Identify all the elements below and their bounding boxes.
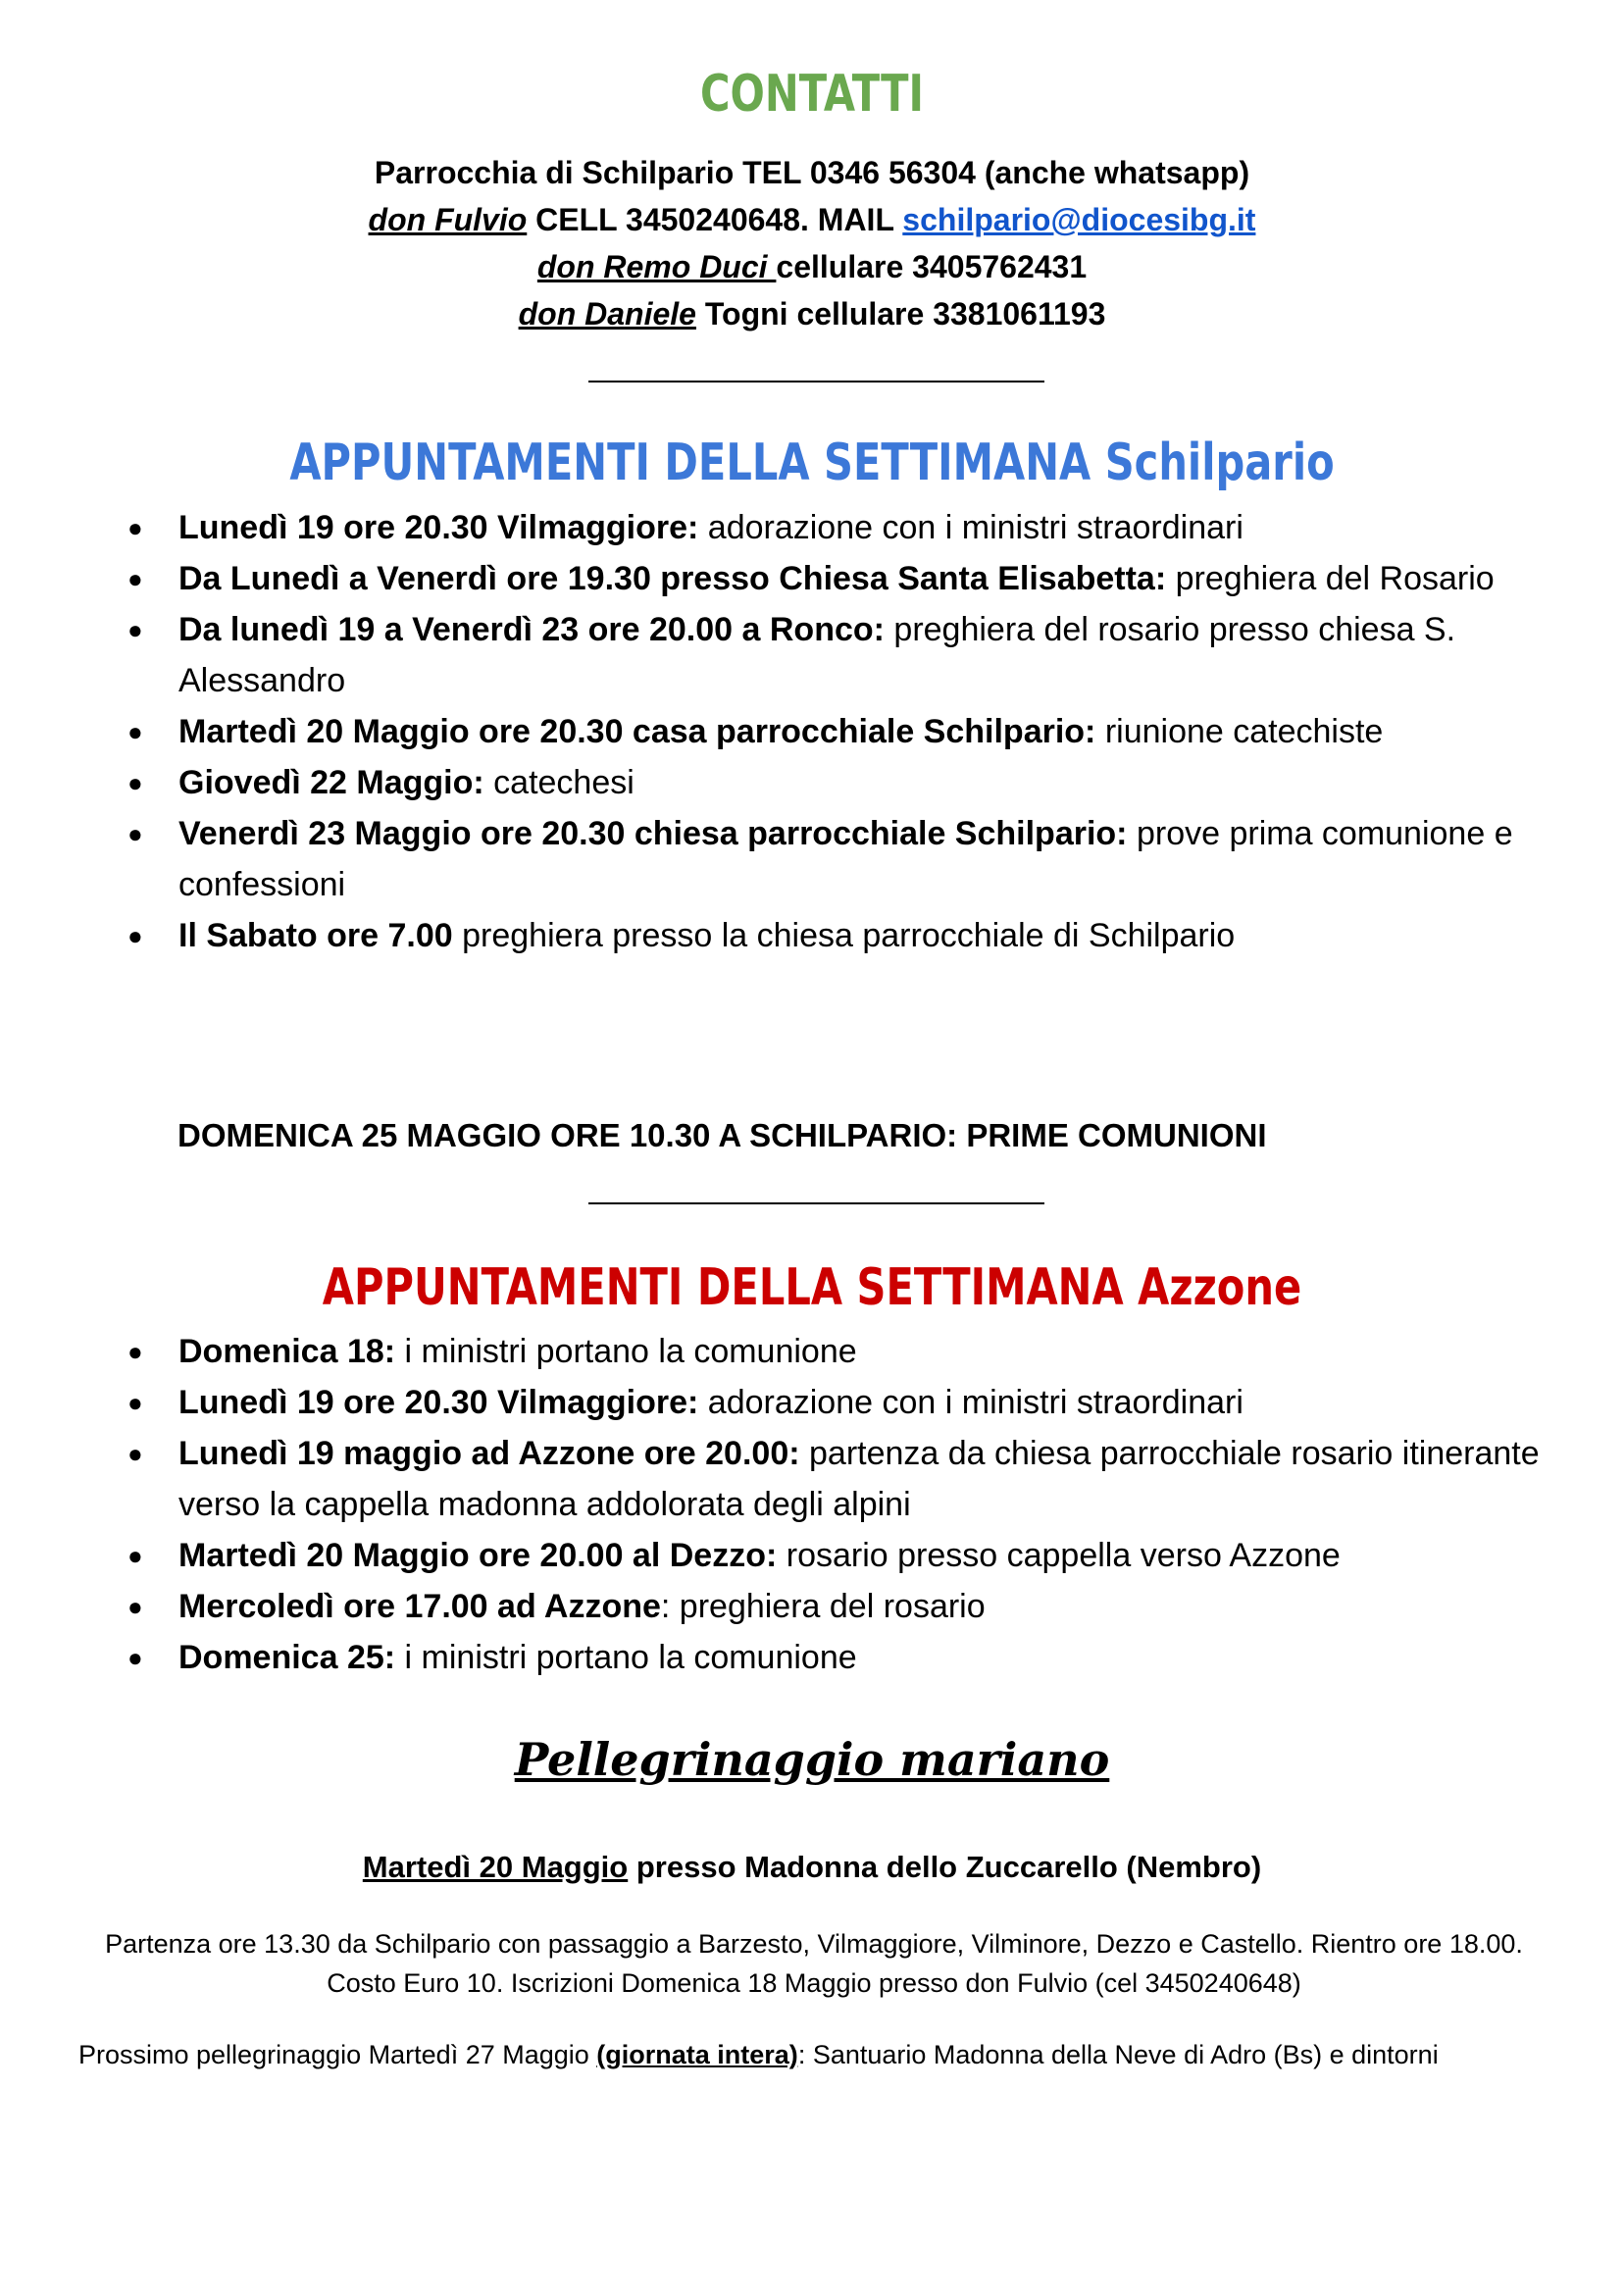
- bullet-icon: ●: [127, 1643, 143, 1672]
- item-heading: Il Sabato ore 7.00: [178, 917, 453, 954]
- item-text: rosario presso cappella verso Azzone: [777, 1537, 1341, 1574]
- bullet-icon: ●: [127, 768, 143, 797]
- bullet-icon: ●: [127, 513, 143, 542]
- bullet-icon: ●: [127, 615, 143, 644]
- next-pilgrimage-suffix: : Santuario Madonna della Neve di Adro (Bs) e dintorni: [797, 2040, 1439, 2069]
- don-fulvio-phone: CELL 3450240648. MAIL: [527, 202, 903, 237]
- list-item: [126, 1632, 1557, 1683]
- schilpario-list: [126, 502, 1557, 961]
- schilpario-title: APPUNTAMENTI DELLA SETTIMANA Schilpario: [289, 433, 1335, 492]
- don-fulvio-name: don Fulvio: [368, 202, 528, 237]
- item-text: prove prima comunione e confessioni: [178, 815, 1513, 903]
- bullet-icon: ●: [127, 1337, 143, 1366]
- list-item: [126, 808, 1557, 910]
- item-text: catechesi: [483, 764, 634, 801]
- azzone-title: APPUNTAMENTI DELLA SETTIMANA Azzone: [322, 1258, 1302, 1317]
- contacts-title: CONTATTI: [699, 65, 924, 124]
- list-item: [126, 604, 1557, 706]
- list-item: [126, 1428, 1557, 1530]
- item-heading: Da Lunedì a Venerdì ore 19.30 presso Chiesa Santa Elisabetta:: [178, 560, 1167, 597]
- don-daniele-name: don Daniele: [518, 296, 696, 331]
- don-remo-phone: cellulare 3405762431: [776, 249, 1088, 284]
- bullet-icon: ●: [127, 921, 143, 950]
- pilgrimage-place: presso Madonna dello Zuccarello (Nembro): [628, 1850, 1262, 1884]
- item-text: i ministri portano la comunione: [395, 1639, 857, 1676]
- item-text: partenza da chiesa parrocchiale rosario itinerante verso la cappella madonna addolorata degli alpini: [178, 1435, 1540, 1523]
- item-heading: Domenica 18:: [178, 1333, 396, 1370]
- don-daniele-phone: Togni cellulare 3381061193: [695, 296, 1106, 331]
- first-communion-announcement: DOMENICA 25 MAGGIO ORE 10.30 A SCHILPARIO: PRIME COMUNIONI: [178, 1117, 1267, 1153]
- pilgrimage-date: Martedì 20 Maggio: [362, 1850, 629, 1884]
- item-heading: Mercoledì ore 17.00 ad Azzone: [178, 1588, 661, 1625]
- bullet-icon: ●: [127, 1439, 143, 1468]
- item-heading: Da lunedì 19 a Venerdì 23 ore 20.00 a Ronco:: [178, 611, 885, 648]
- email-link[interactable]: schilpario@diocesibg.it: [902, 202, 1256, 237]
- item-text: preghiera del Rosario: [1166, 560, 1495, 597]
- divider-line: [588, 1202, 1044, 1204]
- bullet-icon: ●: [127, 564, 143, 593]
- pilgrimage-date-line: [0, 1848, 1624, 1887]
- bullet-icon: ●: [127, 1388, 143, 1417]
- don-remo-line: [0, 243, 1624, 290]
- item-heading: Venerdì 23 Maggio ore 20.30 chiesa parrocchiale Schilpario:: [178, 815, 1128, 852]
- bullet-icon: ●: [127, 1541, 143, 1570]
- divider-line: [588, 381, 1044, 382]
- bullet-icon: ●: [127, 819, 143, 848]
- next-pilgrimage: [78, 2035, 1549, 2074]
- list-item: [126, 910, 1557, 961]
- item-heading: Lunedì 19 ore 20.30 Vilmaggiore:: [178, 1384, 699, 1421]
- contacts-block: [0, 149, 1624, 337]
- pilgrimage-title: Pellegrinaggio mariano: [514, 1733, 1110, 1786]
- list-item: [126, 553, 1557, 604]
- don-remo-name: don Remo Duci: [536, 249, 777, 284]
- pilgrimage-details: Partenza ore 13.30 da Schilpario con passaggio a Barzesto, Vilmaggiore, Vilminore, Dezzo e Castello. Rientro ore 18.00. Costo Euro 10. Iscrizioni Domenica 18 Maggio presso don Fulvio (cel 3450240648): [105, 1929, 1523, 1998]
- list-item: [126, 1326, 1557, 1377]
- next-pilgrimage-emphasis: (giornata intera): [596, 2040, 798, 2069]
- list-item: [126, 502, 1557, 553]
- list-item: [126, 706, 1557, 757]
- item-heading: Martedì 20 Maggio ore 20.00 al Dezzo:: [178, 1537, 778, 1574]
- list-item: [126, 1377, 1557, 1428]
- don-fulvio-line: [0, 196, 1624, 243]
- parish-phone-line: Parrocchia di Schilpario TEL 0346 56304 (anche whatsapp): [374, 155, 1250, 190]
- item-text: : preghiera del rosario: [660, 1588, 986, 1625]
- item-heading: Domenica 25:: [178, 1639, 396, 1676]
- item-text: preghiera presso la chiesa parrocchiale di Schilpario: [452, 917, 1236, 954]
- item-text: i ministri portano la comunione: [395, 1333, 857, 1370]
- bullet-icon: ●: [127, 1592, 143, 1621]
- item-heading: Lunedì 19 maggio ad Azzone ore 20.00:: [178, 1435, 800, 1472]
- list-item: [126, 1530, 1557, 1581]
- item-heading: Giovedì 22 Maggio:: [178, 764, 484, 801]
- azzone-list: [126, 1326, 1557, 1683]
- item-text: riunione catechiste: [1095, 713, 1384, 750]
- don-daniele-line: [0, 290, 1624, 337]
- item-text: adorazione con i ministri straordinari: [698, 509, 1243, 546]
- list-item: [126, 757, 1557, 808]
- item-heading: Martedì 20 Maggio ore 20.30 casa parrocchiale Schilpario:: [178, 713, 1096, 750]
- item-text: preghiera del rosario presso chiesa S. Alessandro: [178, 611, 1456, 699]
- item-text: adorazione con i ministri straordinari: [698, 1384, 1243, 1421]
- item-heading: Lunedì 19 ore 20.30 Vilmaggiore:: [178, 509, 699, 546]
- list-item: [126, 1581, 1557, 1632]
- next-pilgrimage-prefix: Prossimo pellegrinaggio Martedì 27 Maggio: [78, 2040, 597, 2069]
- bullet-icon: ●: [127, 717, 143, 746]
